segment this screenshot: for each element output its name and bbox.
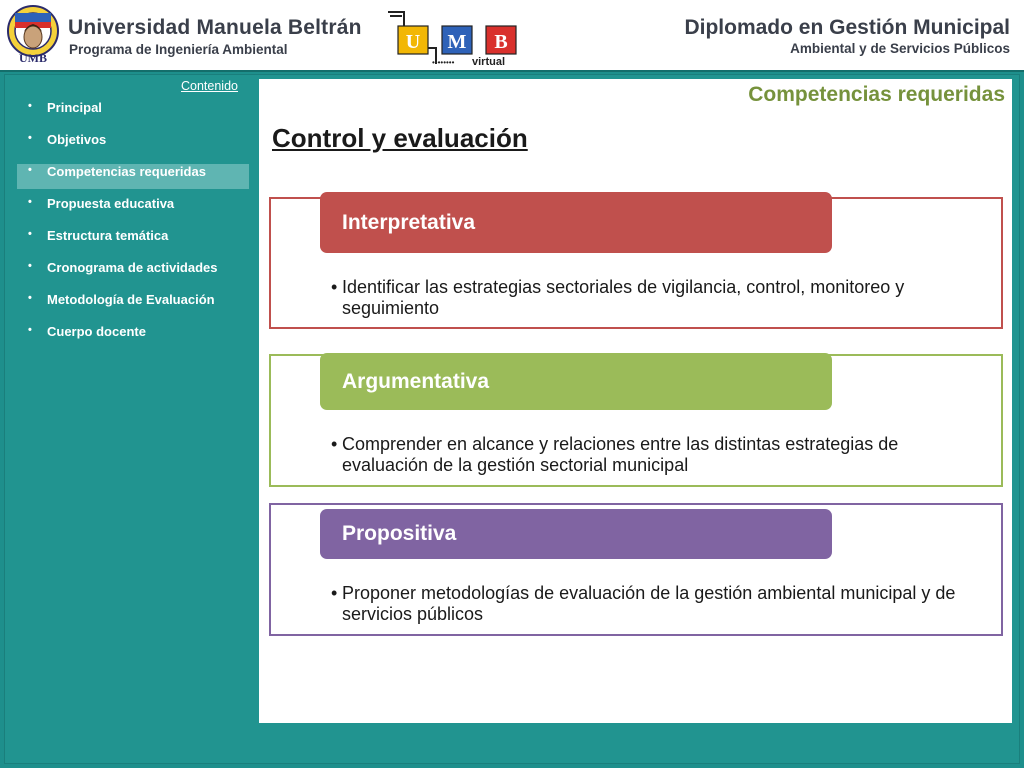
bullet-icon: • xyxy=(331,434,338,454)
card-title-interpretativa: Interpretativa xyxy=(320,192,832,253)
card-interpretativa xyxy=(269,197,1003,329)
umb-virtual-logo xyxy=(384,8,524,68)
sidebar-item-label: Principal xyxy=(47,100,102,115)
sidebar-item-label: Propuesta educativa xyxy=(47,196,175,211)
sidebar-item-label: Cronograma de actividades xyxy=(47,260,218,275)
sidebar-item-propuesta[interactable] xyxy=(17,196,249,221)
sidebar-item-estructura[interactable] xyxy=(17,228,249,253)
sidebar-item-label: Competencias requeridas xyxy=(47,164,206,179)
university-name: Universidad Manuela Beltrán xyxy=(68,16,362,39)
program-name: Programa de Ingeniería Ambiental xyxy=(69,42,288,57)
sidebar-item-competencias[interactable] xyxy=(17,164,249,189)
svg-text:M: M xyxy=(447,31,467,53)
card-argumentativa xyxy=(269,354,1003,487)
sidebar-item-cronograma[interactable] xyxy=(17,260,249,285)
svg-text:••••••••: •••••••• xyxy=(432,58,455,67)
sidebar-item-objetivos[interactable] xyxy=(17,132,249,157)
svg-text:UMB: UMB xyxy=(19,51,47,65)
sidebar-item-principal[interactable] xyxy=(17,100,249,125)
svg-text:virtual: virtual xyxy=(472,56,506,68)
diploma-subtitle: Ambiental y de Servicios Públicos xyxy=(790,41,1010,56)
bullet-icon: • xyxy=(331,277,338,297)
bullet-icon: • xyxy=(28,260,32,272)
bullet-icon: • xyxy=(28,324,32,336)
bullet-icon: • xyxy=(28,132,32,144)
card-title-argumentativa: Argumentativa xyxy=(320,353,832,410)
card-text-argumentativa xyxy=(331,434,971,476)
diploma-title: Diplomado en Gestión Municipal xyxy=(684,16,1010,39)
sidebar-item-label: Objetivos xyxy=(47,132,107,147)
sidebar-item-metodologia[interactable] xyxy=(17,292,249,317)
card-text-propositiva xyxy=(331,583,971,625)
contenido-link[interactable]: Contenido xyxy=(181,79,238,93)
page-title: Control y evaluación xyxy=(272,123,528,153)
card-description: Comprender en alcance y relaciones entre las distintas estrategias de evaluación de la gestión sectorial municipal xyxy=(342,434,899,475)
bullet-icon: • xyxy=(28,164,32,176)
card-propositiva xyxy=(269,503,1003,636)
card-text-interpretativa xyxy=(331,277,971,319)
svg-text:B: B xyxy=(494,31,508,53)
sidebar-item-label: Estructura temática xyxy=(47,228,169,243)
svg-text:U: U xyxy=(405,31,421,53)
section-title: Competencias requeridas xyxy=(748,83,1005,106)
header xyxy=(0,0,1024,70)
bullet-icon: • xyxy=(28,292,32,304)
card-description: Proponer metodologías de evaluación de la gestión ambiental municipal y de servicios públicos xyxy=(342,583,956,624)
sidebar-item-cuerpo-docente[interactable] xyxy=(17,324,249,349)
card-title-propositiva: Propositiva xyxy=(320,509,832,559)
bullet-icon: • xyxy=(28,100,32,112)
bullet-icon: • xyxy=(28,196,32,208)
bullet-icon: • xyxy=(28,228,32,240)
sidebar-item-label: Cuerpo docente xyxy=(47,324,146,339)
card-description: Identificar las estrategias sectoriales de vigilancia, control, monitoreo y seguimiento xyxy=(342,277,905,318)
bullet-icon: • xyxy=(331,583,338,603)
sidebar-item-label: Metodología de Evaluación xyxy=(47,292,215,307)
sidebar-nav xyxy=(17,100,249,356)
content-panel xyxy=(259,79,1012,723)
university-seal-icon xyxy=(4,4,62,66)
